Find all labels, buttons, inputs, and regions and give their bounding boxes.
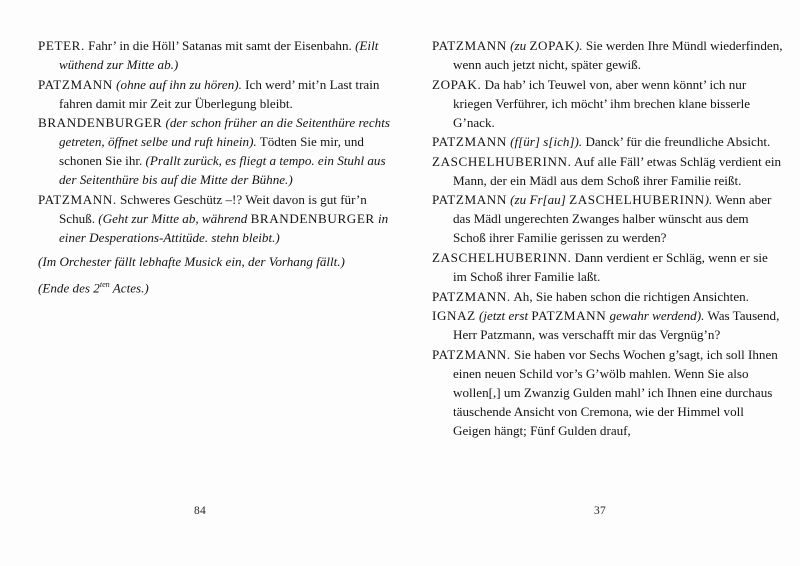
character-name: PATZMANN [432, 38, 507, 53]
speech-block [38, 36, 393, 74]
speech-text: Wenn aber das Mädl ungerechten Zwanges halber wünscht aus dem Schoß ihrer Familie gerissen zu werden? [453, 192, 772, 246]
stage-direction: (Geht zur Mitte ab, während [95, 210, 251, 226]
speech-block [432, 306, 784, 344]
stage-direction: (zu Fr[au] [506, 192, 570, 208]
character-name: ZOPAK. [432, 76, 482, 92]
character-name-in-direction: BRANDENBURGER [250, 210, 375, 226]
speech-block [432, 132, 784, 151]
character-name: PATZMANN. [432, 346, 511, 362]
stage-direction: ). [574, 38, 583, 53]
page-left-folio: 84 [193, 505, 207, 517]
stage-direction: gewahr werdend). [606, 308, 705, 324]
character-name: PATZMANN. [432, 288, 511, 304]
character-name-in-direction: PATZMANN [531, 308, 607, 324]
speech-text: Tödten Sie mir, und schonen Sie ihr. [59, 134, 364, 169]
stage-direction: ). [704, 192, 713, 208]
character-name: PATZMANN. [38, 191, 117, 207]
speech-text: Ah, Sie haben schon die richtigen Ansichten. [510, 288, 749, 304]
stage-direction: (ohne auf ihn zu hören). [112, 76, 242, 92]
speech-block [38, 190, 393, 247]
character-name: PETER. [38, 38, 85, 53]
speech-text: Sie haben vor Sechs Wochen g’sagt, ich soll Ihnen einen neuen Schild vor’s G’wölb mahlen. Wenn Sie also wollen[,] um Zwanzig Gulden mahl’ ich Ihnen eine durchaus täuschende Ansicht von Cremona, wie der Himmel voll Geigen hängt; Fünf Gulden drauf, [453, 346, 778, 438]
stage-direction: (Ende des 2 [38, 280, 100, 296]
page-right-folio: 37 [593, 505, 607, 517]
character-name: ZASCHELHUBERINN. [432, 250, 572, 266]
speech-block [38, 75, 393, 113]
stage-direction: (Prallt zurück, es fliegt a tempo. ein Stuhl aus der Seitenthüre bis auf die Mitte der Bühne.) [59, 153, 386, 188]
character-name: IGNAZ [432, 308, 476, 324]
page-right-text-column [432, 36, 784, 440]
stage-direction: Actes.) [109, 280, 149, 296]
speech-text: Auf alle Fäll’ etwas Schläg verdient ein Mann, der ein Mädl aus dem Schoß ihrer Familie reißt. [453, 153, 782, 188]
character-name: ZASCHELHUBERINN. [432, 153, 572, 169]
character-name-in-direction: ZOPAK [529, 38, 575, 53]
speech-text: Da hab’ ich Teuwel von, aber wenn könnt’ ich nur kriegen Verführer, ich möcht’ ihm brechen klane bisserle G’nack. [453, 76, 751, 130]
stage-direction: in einer Desperations-Attitüde. stehn bleibt.) [59, 210, 389, 245]
speech-block [432, 345, 784, 440]
speech-block [432, 152, 784, 190]
stage-direction: (Eilt wüthend zur Mitte ab.) [59, 38, 379, 73]
ordinal-superscript: ten [99, 280, 110, 290]
character-name: PATZMANN [432, 192, 507, 208]
speech-text: Fahr’ in die Höll’ Satanas mit samt der Eisenbahn. [84, 38, 352, 53]
stage-direction-block [38, 252, 393, 271]
page-right [400, 0, 800, 566]
speech-text: Schweres Geschütz –!? Weit davon is gut für’n Schuß. [59, 191, 367, 226]
stage-direction: (jetzt erst [475, 308, 532, 324]
speech-block [432, 190, 784, 247]
speech-block [432, 287, 784, 306]
stage-direction: (zu [506, 38, 530, 53]
character-name: BRANDENBURGER [38, 115, 163, 131]
speech-block [432, 248, 784, 286]
character-name: PATZMANN [432, 134, 507, 150]
speech-block [38, 113, 393, 189]
speech-text: Dann verdient er Schläg, wenn er sie im Schoß ihrer Familie laßt. [453, 250, 768, 285]
page-left-text-column [38, 36, 393, 298]
stage-direction: (der schon früher an die Seitenthüre rechts getreten, öffnet selbe und ruft hinein). [59, 115, 390, 150]
character-name-in-direction: ZASCHELHUBERINN [569, 192, 705, 208]
speech-block [432, 75, 784, 132]
stage-direction: (f[ür] s[ich]). [506, 134, 583, 150]
stage-direction: (Im Orchester fällt lebhafte Musick ein, der Vorhang fällt.) [38, 253, 345, 269]
stage-direction-block [38, 275, 393, 297]
speech-text: Danck’ für die freundliche Absicht. [582, 134, 771, 150]
speech-text: Sie werden Ihre Mündl wiederfinden, wenn auch jetzt nicht, später gewiß. [453, 38, 783, 73]
character-name: PATZMANN [38, 76, 113, 92]
speech-text: Was Tausend, Herr Patzmann, was verschafft mir das Vergnüg’n? [453, 308, 780, 343]
speech-text: Ich werd’ mit’n Last train fahren damit mir Zeit zur Überlegung bleibt. [59, 76, 380, 111]
speech-block [432, 36, 784, 74]
